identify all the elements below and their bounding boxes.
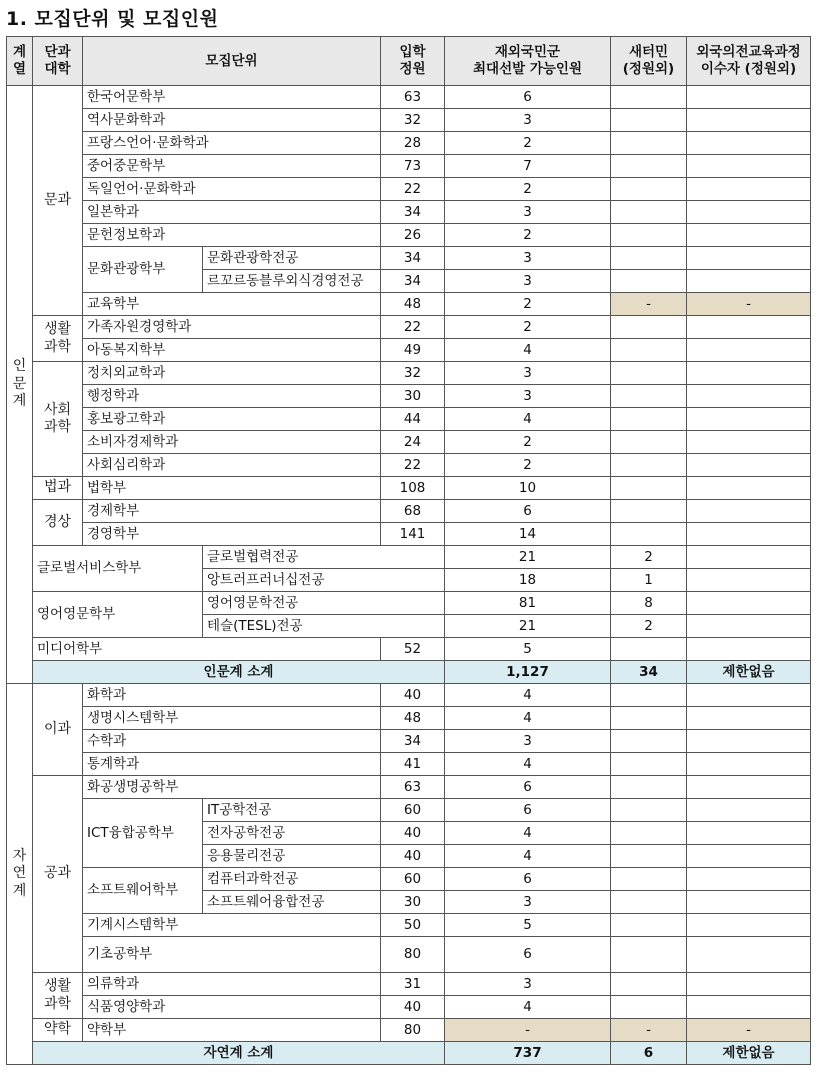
college-human-ecology: 생활 과학 — [33, 316, 83, 362]
college-liberal-arts: 문과 — [33, 86, 83, 316]
defector-cell — [611, 178, 687, 201]
quota-cell: 22 — [381, 178, 445, 201]
table-row — [7, 937, 811, 973]
subtotal-row-natural — [7, 1042, 811, 1065]
defector-cell — [611, 937, 687, 973]
table-row — [7, 86, 811, 109]
foreign-cell — [687, 155, 811, 178]
foreign-cell — [687, 799, 811, 822]
foreign-cell — [687, 109, 811, 132]
overseas-cell: 6 — [445, 500, 611, 523]
unit-cell: 경제학부 — [83, 500, 381, 523]
unit-cell: 앙트러프러너십전공 — [203, 569, 445, 592]
table-row — [7, 592, 811, 615]
defector-cell: - — [611, 293, 687, 316]
college-human-ecology-natural: 생활 과학 — [33, 973, 83, 1019]
header-overseas: 재외국민군 최대선발 가능인원 — [445, 37, 611, 86]
unit-cell: 소프트웨어융합전공 — [203, 891, 381, 914]
table-row — [7, 247, 811, 270]
unit-cell: 가족자원경영학과 — [83, 316, 381, 339]
defector-cell — [687, 592, 811, 615]
quota-cell: 81 — [445, 592, 611, 615]
foreign-cell — [687, 132, 811, 155]
overseas-cell: 3 — [445, 385, 611, 408]
table-row — [7, 753, 811, 776]
unit-cell: 화공생명공학부 — [83, 776, 381, 799]
overseas-cell: 1 — [611, 569, 687, 592]
unit-cell: 문헌정보학과 — [83, 224, 381, 247]
table-row — [7, 1019, 811, 1042]
foreign-cell — [687, 362, 811, 385]
header-college: 단과 대학 — [33, 37, 83, 86]
quota-cell: 80 — [381, 1019, 445, 1042]
college-social-science: 사회 과학 — [33, 362, 83, 477]
foreign-cell — [687, 707, 811, 730]
unit-parent-software: 소프트웨어학부 — [83, 868, 203, 914]
table-row — [7, 385, 811, 408]
subtotal-row-humanities — [7, 661, 811, 684]
overseas-cell: 3 — [445, 891, 611, 914]
foreign-cell — [687, 178, 811, 201]
defector-cell — [611, 868, 687, 891]
quota-cell: 40 — [381, 996, 445, 1019]
unit-cell: 교육학부 — [83, 293, 381, 316]
overseas-cell: 2 — [445, 316, 611, 339]
unit-cell: 미디어학부 — [33, 638, 381, 661]
unit-cell: 정치외교학과 — [83, 362, 381, 385]
foreign-cell — [687, 845, 811, 868]
quota-cell: 44 — [381, 408, 445, 431]
table-row — [7, 109, 811, 132]
table-header — [7, 37, 811, 86]
quota-cell: 30 — [381, 385, 445, 408]
unit-cell: 의류학과 — [83, 973, 381, 996]
quota-cell: 32 — [381, 109, 445, 132]
foreign-cell — [687, 247, 811, 270]
defector-cell — [611, 362, 687, 385]
quota-cell: 26 — [381, 224, 445, 247]
foreign-cell: - — [687, 293, 811, 316]
overseas-cell: 10 — [445, 477, 611, 500]
foreign-cell — [687, 937, 811, 973]
defector-cell — [687, 615, 811, 638]
defector-cell — [611, 891, 687, 914]
unit-cell: 사회심리학과 — [83, 454, 381, 477]
defector-cell — [611, 730, 687, 753]
foreign-cell — [687, 86, 811, 109]
defector-cell — [611, 973, 687, 996]
overseas-cell: 8 — [611, 592, 687, 615]
header-group: 계 열 — [7, 37, 33, 86]
quota-cell: 63 — [381, 86, 445, 109]
defector-cell — [611, 684, 687, 707]
table-row — [7, 293, 811, 316]
unit-cell: 법학부 — [83, 477, 381, 500]
foreign-cell — [687, 454, 811, 477]
overseas-cell: 2 — [445, 293, 611, 316]
overseas-cell: - — [445, 1019, 611, 1042]
subtotal-quota: 737 — [445, 1042, 611, 1065]
defector-cell — [611, 155, 687, 178]
unit-cell: 경영학부 — [83, 523, 381, 546]
overseas-cell: 4 — [445, 845, 611, 868]
defector-cell — [611, 523, 687, 546]
header-quota: 입학 정원 — [381, 37, 445, 86]
overseas-cell: 3 — [445, 109, 611, 132]
overseas-cell: 4 — [445, 339, 611, 362]
defector-cell — [611, 753, 687, 776]
overseas-cell: 4 — [445, 707, 611, 730]
table-row — [7, 868, 811, 891]
quota-cell: 80 — [381, 937, 445, 973]
defector-cell — [611, 707, 687, 730]
defector-cell — [611, 996, 687, 1019]
table-row — [7, 996, 811, 1019]
foreign-cell — [687, 201, 811, 224]
unit-cell: 컴퓨터과학전공 — [203, 868, 381, 891]
quota-cell: 52 — [381, 638, 445, 661]
subtotal-label: 인문계 소계 — [33, 661, 445, 684]
table-row — [7, 684, 811, 707]
subtotal-overseas: 6 — [611, 1042, 687, 1065]
overseas-cell: 5 — [445, 638, 611, 661]
unit-cell: 식품영양학과 — [83, 996, 381, 1019]
defector-cell — [611, 822, 687, 845]
unit-cell: 한국어문학부 — [83, 86, 381, 109]
overseas-cell: 3 — [445, 362, 611, 385]
foreign-cell — [687, 500, 811, 523]
table-row — [7, 799, 811, 822]
college-english: 영어영문학부 — [33, 592, 203, 638]
unit-cell: 독일언어·문화학과 — [83, 178, 381, 201]
table-row — [7, 477, 811, 500]
foreign-cell — [687, 822, 811, 845]
defector-cell — [611, 454, 687, 477]
foreign-cell — [687, 224, 811, 247]
header-foreign: 외국의전교육과정 이수자 (정원외) — [687, 37, 811, 86]
quota-cell: 30 — [381, 891, 445, 914]
table-row — [7, 546, 811, 569]
foreign-cell — [687, 996, 811, 1019]
table-row — [7, 431, 811, 454]
group-natural: 자 연 계 — [7, 684, 33, 1065]
defector-cell — [611, 500, 687, 523]
overseas-cell: 2 — [445, 132, 611, 155]
foreign-cell — [687, 730, 811, 753]
unit-cell: 통계학과 — [83, 753, 381, 776]
table-row — [7, 362, 811, 385]
table-row — [7, 178, 811, 201]
unit-cell: 프랑스언어·문화학과 — [83, 132, 381, 155]
table-row — [7, 339, 811, 362]
defector-cell — [611, 224, 687, 247]
foreign-cell — [687, 891, 811, 914]
subtotal-defector: 제한없음 — [687, 1042, 811, 1065]
overseas-cell: 3 — [445, 973, 611, 996]
unit-cell: 영어영문학전공 — [203, 592, 445, 615]
overseas-cell: 2 — [445, 431, 611, 454]
quota-cell: 40 — [381, 822, 445, 845]
quota-cell: 34 — [381, 270, 445, 293]
table-row — [7, 707, 811, 730]
defector-cell — [687, 546, 811, 569]
quota-cell: 48 — [381, 293, 445, 316]
foreign-cell — [687, 270, 811, 293]
quota-cell: 22 — [381, 316, 445, 339]
unit-cell: 기초공학부 — [83, 937, 381, 973]
subtotal-label: 자연계 소계 — [33, 1042, 445, 1065]
quota-cell: 68 — [381, 500, 445, 523]
table-row — [7, 776, 811, 799]
unit-cell: 기계시스템학부 — [83, 914, 381, 937]
unit-cell: 일본학과 — [83, 201, 381, 224]
unit-cell: 테슬(TESL)전공 — [203, 615, 445, 638]
quota-cell: 21 — [445, 615, 611, 638]
foreign-cell — [687, 431, 811, 454]
quota-cell: 63 — [381, 776, 445, 799]
quota-cell: 34 — [381, 730, 445, 753]
quota-cell: 50 — [381, 914, 445, 937]
unit-parent-ict: ICT융합공학부 — [83, 799, 203, 868]
table-row — [7, 155, 811, 178]
foreign-cell — [687, 973, 811, 996]
quota-cell: 21 — [445, 546, 611, 569]
table-row — [7, 201, 811, 224]
subtotal-defector: 제한없음 — [687, 661, 811, 684]
defector-cell — [611, 799, 687, 822]
quota-cell: 40 — [381, 845, 445, 868]
foreign-cell — [687, 316, 811, 339]
defector-cell — [611, 385, 687, 408]
foreign-cell — [687, 339, 811, 362]
quota-cell: 48 — [381, 707, 445, 730]
unit-cell: 중어중문학부 — [83, 155, 381, 178]
overseas-cell: 2 — [445, 454, 611, 477]
overseas-cell: 14 — [445, 523, 611, 546]
unit-cell: IT공학전공 — [203, 799, 381, 822]
unit-cell: 소비자경제학과 — [83, 431, 381, 454]
subtotal-quota: 1,127 — [445, 661, 611, 684]
overseas-cell: 7 — [445, 155, 611, 178]
quota-cell: 108 — [381, 477, 445, 500]
defector-cell — [611, 270, 687, 293]
overseas-cell: 4 — [445, 822, 611, 845]
defector-cell — [687, 569, 811, 592]
overseas-cell: 3 — [445, 730, 611, 753]
defector-cell: - — [611, 1019, 687, 1042]
defector-cell — [611, 316, 687, 339]
defector-cell — [611, 132, 687, 155]
unit-cell: 응용물리전공 — [203, 845, 381, 868]
college-global-service: 글로벌서비스학부 — [33, 546, 203, 592]
quota-cell: 18 — [445, 569, 611, 592]
overseas-cell: 4 — [445, 753, 611, 776]
table-row — [7, 454, 811, 477]
quota-cell: 40 — [381, 684, 445, 707]
overseas-cell: 3 — [445, 201, 611, 224]
overseas-cell: 4 — [445, 408, 611, 431]
unit-cell: 수학과 — [83, 730, 381, 753]
foreign-cell — [687, 753, 811, 776]
overseas-cell: 2 — [445, 224, 611, 247]
table-row — [7, 730, 811, 753]
admission-table — [6, 36, 811, 1065]
foreign-cell — [687, 385, 811, 408]
defector-cell — [611, 914, 687, 937]
defector-cell — [611, 109, 687, 132]
foreign-cell — [687, 684, 811, 707]
foreign-cell — [687, 523, 811, 546]
subtotal-overseas: 34 — [611, 661, 687, 684]
unit-cell: 홍보광고학과 — [83, 408, 381, 431]
overseas-cell: 2 — [611, 546, 687, 569]
overseas-cell: 3 — [445, 270, 611, 293]
quota-cell: 49 — [381, 339, 445, 362]
group-humanities: 인 문 계 — [7, 86, 33, 684]
college-science: 이과 — [33, 684, 83, 776]
page-title: 1. 모집단위 및 모집인원 — [6, 8, 219, 30]
overseas-cell: 2 — [445, 178, 611, 201]
foreign-cell — [687, 868, 811, 891]
overseas-cell: 6 — [445, 86, 611, 109]
quota-cell: 28 — [381, 132, 445, 155]
defector-cell — [611, 845, 687, 868]
quota-cell: 41 — [381, 753, 445, 776]
unit-cell: 화학과 — [83, 684, 381, 707]
defector-cell — [611, 86, 687, 109]
foreign-cell — [687, 477, 811, 500]
college-economics: 경상 — [33, 500, 83, 546]
defector-cell — [611, 201, 687, 224]
quota-cell: 34 — [381, 247, 445, 270]
defector-cell — [611, 431, 687, 454]
table-row — [7, 132, 811, 155]
defector-cell — [611, 408, 687, 431]
quota-cell: 32 — [381, 362, 445, 385]
table-row — [7, 973, 811, 996]
defector-cell — [611, 247, 687, 270]
overseas-cell: 5 — [445, 914, 611, 937]
overseas-cell: 6 — [445, 868, 611, 891]
overseas-cell: 6 — [445, 799, 611, 822]
quota-cell: 24 — [381, 431, 445, 454]
overseas-cell: 4 — [445, 996, 611, 1019]
quota-cell: 34 — [381, 201, 445, 224]
unit-cell: 르꼬르동블루외식경영전공 — [203, 270, 381, 293]
table-row — [7, 224, 811, 247]
overseas-cell: 3 — [445, 247, 611, 270]
foreign-cell — [687, 776, 811, 799]
unit-cell: 행정학과 — [83, 385, 381, 408]
college-pharmacy: 약학 — [33, 1019, 83, 1042]
quota-cell: 73 — [381, 155, 445, 178]
foreign-cell — [687, 638, 811, 661]
unit-cell: 글로벌협력전공 — [203, 546, 445, 569]
college-law: 법과 — [33, 477, 83, 500]
table-row — [7, 914, 811, 937]
table-row — [7, 638, 811, 661]
overseas-cell: 4 — [445, 684, 611, 707]
unit-cell: 약학부 — [83, 1019, 381, 1042]
unit-cell: 생명시스템학부 — [83, 707, 381, 730]
quota-cell: 60 — [381, 799, 445, 822]
unit-cell: 아동복지학부 — [83, 339, 381, 362]
unit-parent-culture-tourism: 문화관광학부 — [83, 247, 203, 293]
table-row — [7, 316, 811, 339]
foreign-cell: - — [687, 1019, 811, 1042]
foreign-cell — [687, 914, 811, 937]
unit-cell: 전자공학전공 — [203, 822, 381, 845]
header-unit: 모집단위 — [83, 37, 381, 86]
quota-cell: 141 — [381, 523, 445, 546]
quota-cell: 60 — [381, 868, 445, 891]
college-engineering: 공과 — [33, 776, 83, 973]
overseas-cell: 2 — [611, 615, 687, 638]
defector-cell — [611, 477, 687, 500]
table-row — [7, 500, 811, 523]
defector-cell — [611, 638, 687, 661]
defector-cell — [611, 776, 687, 799]
foreign-cell — [687, 408, 811, 431]
unit-cell: 역사문화학과 — [83, 109, 381, 132]
table-row — [7, 523, 811, 546]
quota-cell: 31 — [381, 973, 445, 996]
quota-cell: 22 — [381, 454, 445, 477]
header-defector: 새터민 (정원외) — [611, 37, 687, 86]
unit-cell: 문화관광학전공 — [203, 247, 381, 270]
defector-cell — [611, 339, 687, 362]
overseas-cell: 6 — [445, 937, 611, 973]
table-row — [7, 408, 811, 431]
overseas-cell: 6 — [445, 776, 611, 799]
